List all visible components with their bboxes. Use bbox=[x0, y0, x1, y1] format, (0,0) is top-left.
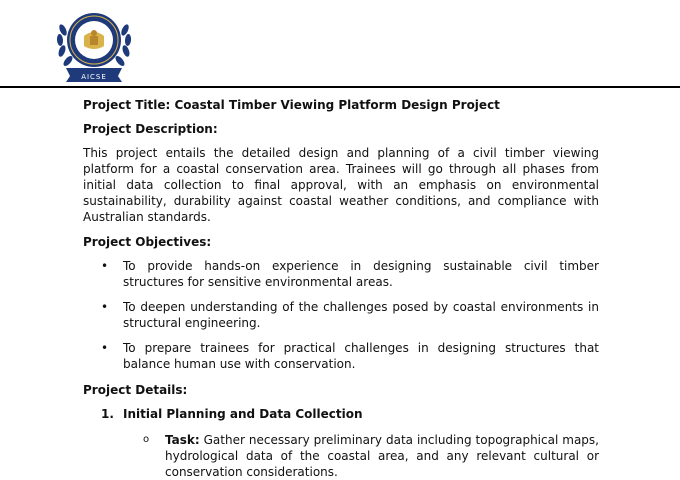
document-body bbox=[83, 97, 599, 480]
description-paragraph: This project entails the detailed design and planning of a civil timber viewing platform for a coastal conservation area. Trainees will go through all phases from initial data collection to final approval, with an emphasis on environmental sustainability, durability against coastal weather conditions, and compliance with Australian standards. bbox=[83, 146, 599, 224]
details-subitem bbox=[83, 432, 599, 480]
hollow-bullet-icon: o bbox=[143, 434, 150, 445]
item-title: Initial Planning and Data Collection bbox=[123, 407, 363, 421]
details-heading: Project Details: bbox=[83, 383, 188, 397]
list-item: • To provide hands-on experience in designing sustainable civil timber structures for sensitive environmental areas. bbox=[101, 259, 599, 289]
aicse-logo bbox=[54, 6, 134, 82]
list-item: • To deepen understanding of the challenges posed by coastal environments in structural engineering. bbox=[101, 300, 599, 330]
svg-text:AICSE: AICSE bbox=[81, 73, 107, 81]
bullet-icon: • bbox=[101, 341, 109, 355]
list-item: • To prepare trainees for practical challenges in designing structures that balance human use with conservation. bbox=[101, 341, 599, 371]
details-item bbox=[83, 406, 599, 422]
bullet-icon: • bbox=[101, 300, 109, 314]
description-heading: Project Description: bbox=[83, 122, 218, 136]
objectives-heading: Project Objectives: bbox=[83, 235, 212, 249]
project-title: Project Title: Coastal Timber Viewing Platform Design Project bbox=[83, 98, 500, 112]
header-divider bbox=[0, 86, 680, 88]
bullet-icon: • bbox=[101, 259, 109, 273]
subitem-label: Task: bbox=[165, 433, 200, 447]
document-header bbox=[0, 0, 680, 88]
item-number: 1. bbox=[101, 407, 114, 421]
subitem-text: Gather necessary preliminary data including topographical maps, hydrological data of the coastal area, and any relevant cultural or conservation considerations. bbox=[165, 433, 599, 479]
objectives-list bbox=[83, 258, 599, 372]
